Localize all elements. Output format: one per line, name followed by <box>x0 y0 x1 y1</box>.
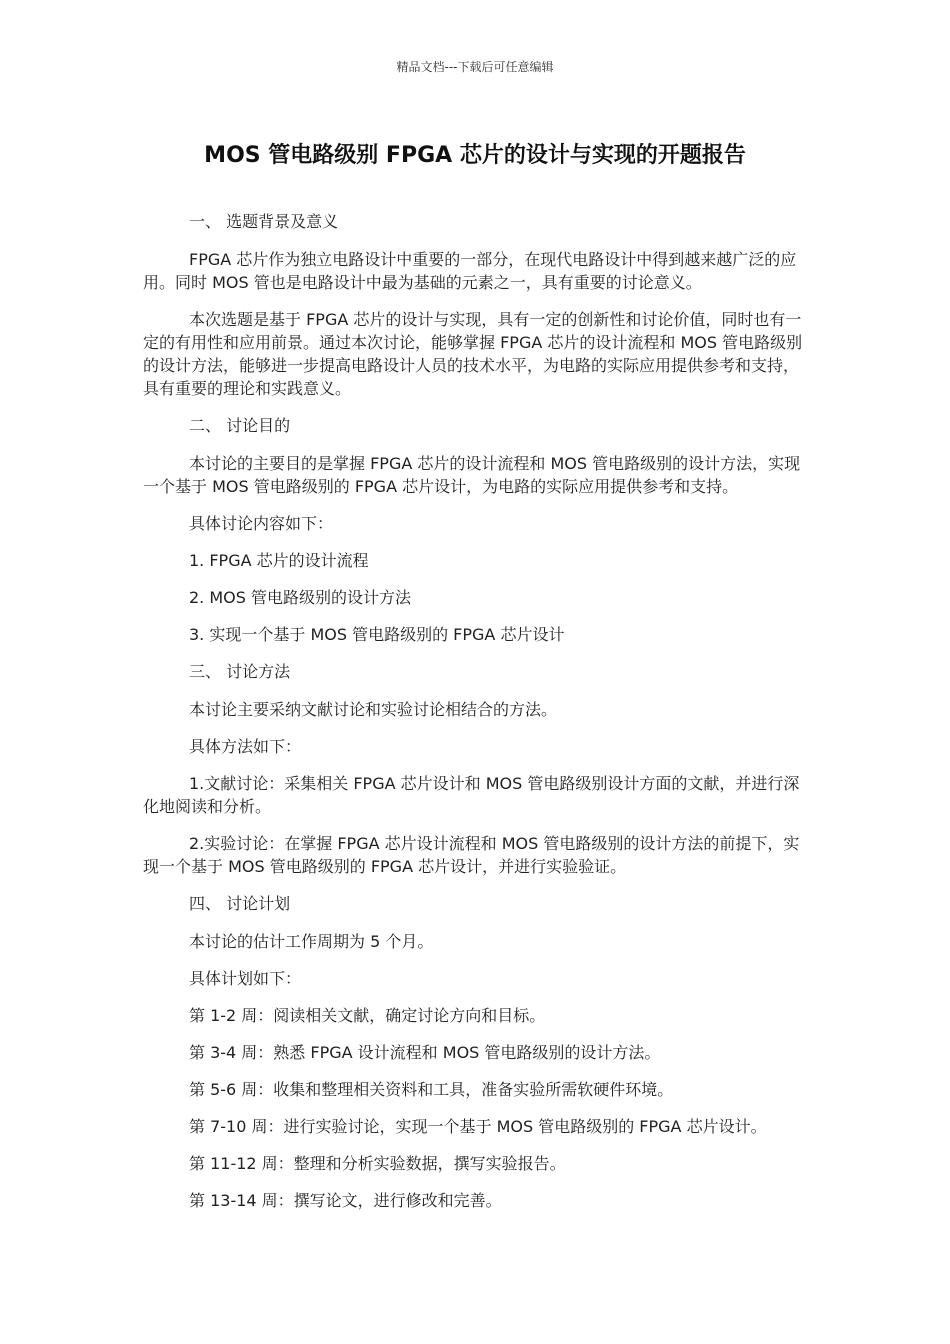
plan-item-weeks-5-6: 第 5-6 周：收集和整理相关资料和工具，准备实验所需软硬件环境。 <box>189 1080 674 1099</box>
paragraph-background-1: FPGA 芯片作为独立电路设计中重要的一部分，在现代电路设计中得到越来越广泛的应用。同时 MOS 管也是电路设计中最为基础的元素之一，具有重要的讨论意义。 <box>143 250 797 292</box>
section-heading-purpose: 二、 讨论目的 <box>189 416 291 435</box>
paragraph-plan-duration: 本讨论的估计工作周期为 5 个月。 <box>189 932 434 951</box>
section-heading-plan: 四、 讨论计划 <box>189 894 291 913</box>
plan-item-weeks-11-12: 第 11-12 周：整理和分析实验数据，撰写实验报告。 <box>189 1154 566 1173</box>
paragraph-method-intro: 具体方法如下： <box>189 737 302 756</box>
paragraph-purpose: 本讨论的主要目的是掌握 FPGA 芯片的设计流程和 MOS 管电路级别的设计方法，实现一个基于 MOS 管电路级别的 FPGA 芯片设计，为电路的实际应用提供参考和支持。 <box>143 454 801 496</box>
list-item-content-3: 3. 实现一个基于 MOS 管电路级别的 FPGA 芯片设计 <box>189 625 565 644</box>
list-item-content-2: 2. MOS 管电路级别的设计方法 <box>189 588 411 607</box>
section-heading-background: 一、 选题背景及意义 <box>189 212 339 231</box>
paragraph-plan-intro: 具体计划如下： <box>189 969 302 988</box>
paragraph-background-2: 本次选题是基于 FPGA 芯片的设计与实现，具有一定的创新性和讨论价值，同时也有一定的有用性和应用前景。通过本次讨论，能够掌握 FPGA 芯片的设计流程和 MOS 管电路级别的设计方法，能够进一步提高电路设计人员的技术水平，为电路的实际应用提供参考和支持，具有重要的理论和实践意义。 <box>143 310 803 398</box>
paragraph-method: 本讨论主要采纳文献讨论和实验讨论相结合的方法。 <box>189 700 558 719</box>
plan-item-weeks-7-10: 第 7-10 周：进行实验讨论，实现一个基于 MOS 管电路级别的 FPGA 芯片设计。 <box>189 1117 767 1136</box>
list-item-method-1: 1.文献讨论：采集相关 FPGA 芯片设计和 MOS 管电路级别设计方面的文献，并进行深化地阅读和分析。 <box>143 774 800 816</box>
section-heading-method: 三、 讨论方法 <box>189 662 291 681</box>
document-title: MOS 管电路级别 FPGA 芯片的设计与实现的开题报告 <box>204 143 746 168</box>
watermark-text: 精品文档---下载后可任意编辑 <box>396 60 554 74</box>
plan-item-weeks-3-4: 第 3-4 周：熟悉 FPGA 设计流程和 MOS 管电路级别的设计方法。 <box>189 1043 661 1062</box>
list-item-method-2: 2.实验讨论：在掌握 FPGA 芯片设计流程和 MOS 管电路级别的设计方法的前提下，实现一个基于 MOS 管电路级别的 FPGA 芯片设计，并进行实验验证。 <box>143 834 800 876</box>
document-body <box>143 210 813 1226</box>
plan-item-weeks-1-2: 第 1-2 周：阅读相关文献，确定讨论方向和目标。 <box>189 1006 546 1025</box>
list-item-content-1: 1. FPGA 芯片的设计流程 <box>189 551 369 570</box>
paragraph-content-intro: 具体讨论内容如下： <box>189 514 334 533</box>
plan-item-weeks-13-14: 第 13-14 周：撰写论文，进行修改和完善。 <box>189 1191 502 1210</box>
